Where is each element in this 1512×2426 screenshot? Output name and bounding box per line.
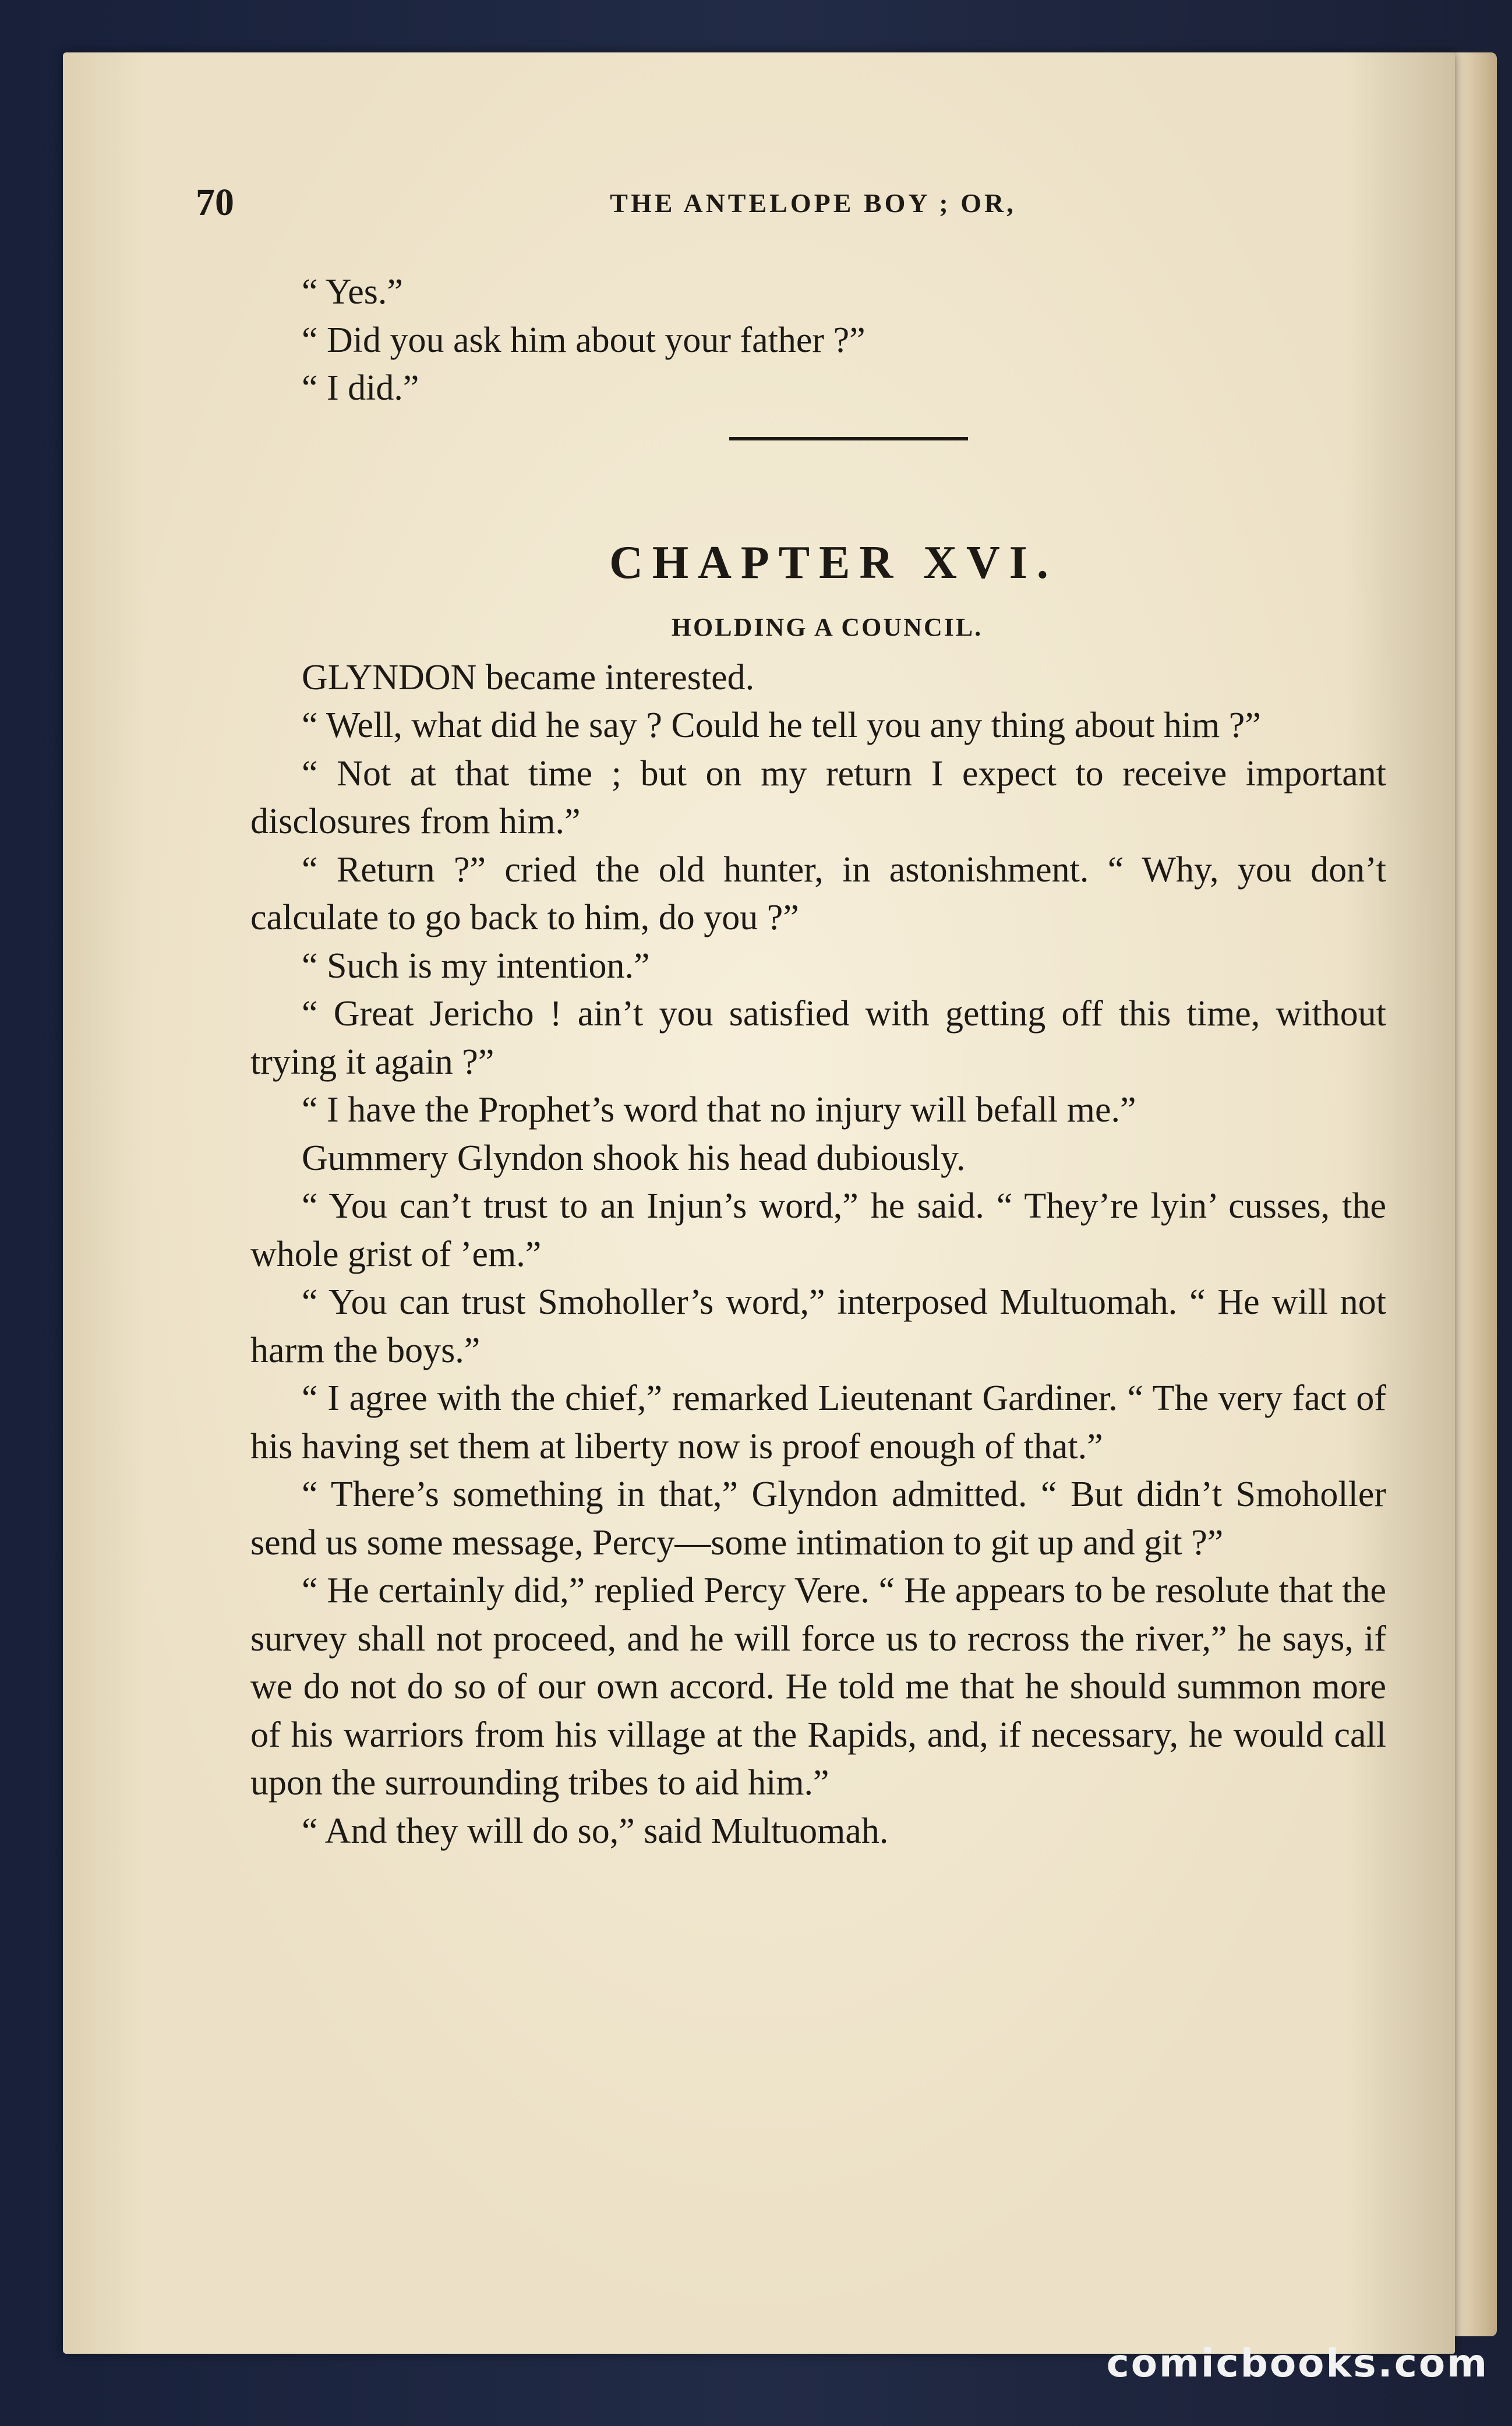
paragraph: Gummery Glyndon shook his head dubiously. bbox=[302, 1138, 966, 1178]
page-number: 70 bbox=[196, 181, 234, 224]
watermark-logo: comicbooks.com bbox=[1106, 2341, 1489, 2386]
paragraph: “ He certainly did,” replied Percy Vere. “ He appears to be resolute that the survey shall not proceed, and he will force us to recross the river,” he says, if we do not do so of our own accord. He told me that he should summon more of his warriors from his village at the Rapids, and, if necessary, he would call upon the surrounding tribes to aid him.” bbox=[250, 1571, 1386, 1803]
page-body bbox=[250, 268, 1386, 1855]
opening-line: “ Did you ask him about your father ?” bbox=[302, 320, 865, 360]
paragraph: “ There’s something in that,” Glyndon admitted. “ But didn’t Smoholler send us some message, Percy—some intimation to git up and git ?” bbox=[250, 1475, 1386, 1563]
paragraph: “ Return ?” cried the old hunter, in astonishment. “ Why, you don’t calculate to go back to him, do you ?” bbox=[250, 849, 1386, 937]
paragraph: “ Such is my intention.” bbox=[302, 946, 650, 986]
paragraph: “ Well, what did he say ? Could he tell you any thing about him ?” bbox=[302, 706, 1261, 745]
paragraph: GLYNDON became interested. bbox=[302, 657, 755, 697]
paragraph: “ Not at that time ; but on my return I expect to receive important disclosures from him.” bbox=[250, 753, 1386, 841]
chapter-subtitle: HOLDING A COUNCIL. bbox=[671, 612, 983, 641]
running-title: THE ANTELOPE BOY ; OR, bbox=[610, 188, 1016, 218]
opening-line: “ Yes.” bbox=[302, 272, 403, 312]
chapter-heading: CHAPTER XVI. bbox=[609, 537, 1058, 588]
paragraph: “ I have the Prophet’s word that no injury will befall me.” bbox=[302, 1090, 1136, 1130]
opening-line: “ I did.” bbox=[302, 368, 419, 408]
paragraph: “ You can trust Smoholler’s word,” interposed Multuomah. “ He will not harm the boys.” bbox=[250, 1282, 1386, 1370]
paragraph: “ I agree with the chief,” remarked Lieutenant Gardiner. “ The very fact of his having set them at liberty now is proof enough of that.” bbox=[250, 1378, 1386, 1466]
running-head bbox=[196, 175, 1396, 233]
paragraph: “ Great Jericho ! ain’t you satisfied with getting off this time, without trying it again ?” bbox=[250, 994, 1386, 1082]
paragraph: “ You can’t trust to an Injun’s word,” he said. “ They’re lyin’ cusses, the whole grist of ’em.” bbox=[250, 1186, 1386, 1274]
paragraph: “ And they will do so,” said Multuomah. bbox=[302, 1811, 889, 1851]
section-divider-rule bbox=[729, 437, 968, 440]
